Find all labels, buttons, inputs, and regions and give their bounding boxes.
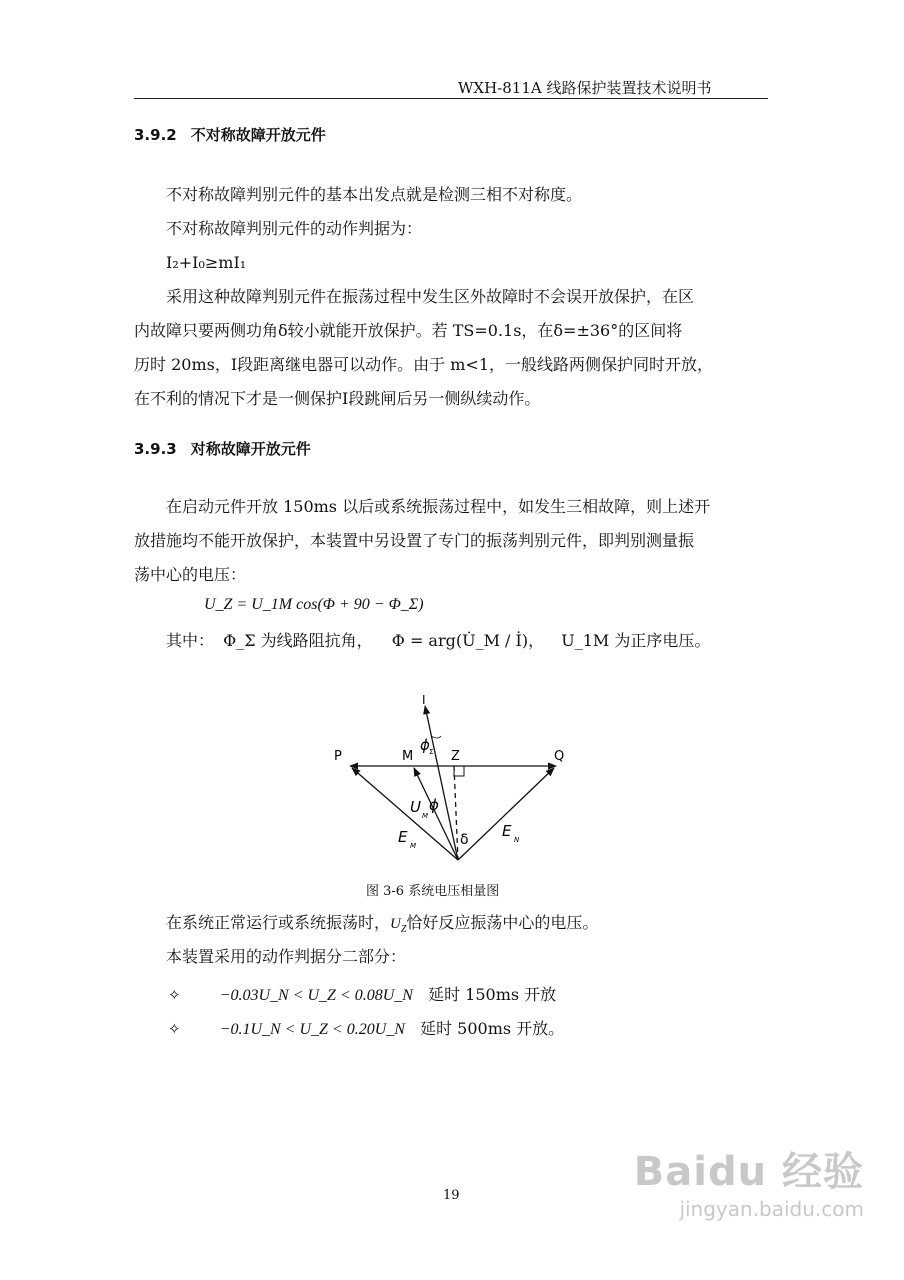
bullet-2-formula: −0.1U_N < U_Z < 0.20U_N bbox=[219, 1021, 405, 1038]
em-vector bbox=[352, 768, 458, 860]
after-figure-p1: 在系统正常运行或系统振荡时，$U_Z$恰好反应振荡中心的电压。 bbox=[166, 913, 599, 935]
section-392-p3-line1: 采用这种故障判别元件在振荡过程中发生区外故障时不会误开放保护，在区 bbox=[166, 287, 695, 306]
section-393-p1-line2: 放措施均不能开放保护，本装置中另设置了专门的振荡判别元件，即判别测量振 bbox=[134, 531, 695, 550]
where-phi: Φ = arg(U̇_M / İ)， bbox=[391, 631, 545, 650]
section-393-heading bbox=[134, 438, 311, 459]
section-392-heading bbox=[134, 124, 326, 145]
section-393-p1-line1: 在启动元件开放 150ms 以后或系统振荡过程中，如发生三相故障，则上述开 bbox=[166, 497, 711, 516]
watermark bbox=[634, 1140, 864, 1221]
page-number: 19 bbox=[443, 1188, 460, 1203]
watermark-logo: Baidu 经验 bbox=[633, 1149, 864, 1195]
right-angle-mark bbox=[454, 766, 464, 776]
section-392-title: 不对称故障开放元件 bbox=[190, 126, 326, 144]
section-392-p3-line2: 内故障只要两侧功角δ较小就能开放保护。若 TS=0.1s，在δ=±36°的区间将 bbox=[134, 321, 683, 340]
section-393-formula: U_Z = U_1M cos(Φ + 90 − Φ_Σ) bbox=[204, 596, 424, 613]
where-u1m: U_1M 为正序电压。 bbox=[561, 631, 711, 650]
label-phi: ϕ bbox=[429, 796, 439, 814]
section-392-p3-line4: 在不利的情况下才是一侧保护Ⅰ段跳闸后另一侧纵续动作。 bbox=[134, 389, 541, 408]
label-p: P bbox=[334, 749, 342, 764]
label-em-sub: M bbox=[410, 842, 417, 850]
label-em: E bbox=[398, 828, 408, 846]
i-vector bbox=[425, 706, 458, 860]
section-392-p1: 不对称故障判别元件的基本出发点就是检测三相不对称度。 bbox=[166, 185, 583, 204]
label-delta: δ bbox=[460, 832, 469, 848]
header-rule bbox=[134, 98, 768, 99]
label-phi-sigma: ϕ bbox=[420, 736, 430, 754]
label-en: E bbox=[502, 822, 512, 840]
en-vector bbox=[458, 768, 554, 860]
label-m: M bbox=[402, 749, 414, 764]
after-figure-p1-pre: 在系统正常运行或系统振荡时， bbox=[166, 913, 391, 932]
label-um: U bbox=[410, 798, 421, 816]
section-392-p2: 不对称故障判别元件的动作判据为： bbox=[166, 219, 423, 238]
section-392-criterion: I₂+I₀≥mI₁ bbox=[166, 253, 247, 272]
where-prefix: 其中： bbox=[166, 631, 215, 650]
section-393-title: 对称故障开放元件 bbox=[190, 440, 311, 458]
bullet-1-formula: −0.03U_N < U_Z < 0.08U_N bbox=[219, 987, 413, 1004]
bullet-1-symbol: ✧ bbox=[168, 986, 181, 1004]
phasor-diagram bbox=[330, 690, 590, 890]
label-phi-sigma-sub: Σ bbox=[429, 748, 434, 756]
section-393-where bbox=[166, 624, 710, 657]
section-393-p1-line3: 荡中心的电压： bbox=[134, 565, 247, 584]
label-q: Q bbox=[554, 749, 565, 764]
phi-sigma-arc bbox=[431, 736, 441, 738]
watermark-url: jingyan.baidu.com bbox=[679, 1197, 864, 1221]
after-figure-p2: 本装置采用的动作判据分二部分： bbox=[166, 947, 407, 966]
after-figure-p1-post: 恰好反应振荡中心的电压。 bbox=[406, 913, 599, 932]
bullet-1-text: 延时 150ms 开放 bbox=[428, 985, 557, 1004]
section-393-number: 3.9.3 bbox=[134, 440, 177, 458]
label-i: I bbox=[422, 693, 426, 707]
section-392-p3-line3: 历时 20ms，Ⅰ段距离继电器可以动作。由于 m<1，一般线路两侧保护同时开放， bbox=[134, 355, 713, 374]
bullet-2 bbox=[168, 1012, 564, 1045]
label-z: Z bbox=[451, 749, 460, 764]
section-392-number: 3.9.2 bbox=[134, 126, 177, 144]
bullet-1 bbox=[168, 978, 556, 1011]
figure-caption: 图 3-6 系统电压相量图 bbox=[366, 884, 500, 899]
label-en-sub: N bbox=[514, 836, 520, 844]
bullet-2-symbol: ✧ bbox=[168, 1020, 181, 1038]
label-um-sub: M bbox=[422, 812, 429, 820]
bullet-2-text: 延时 500ms 开放。 bbox=[420, 1019, 565, 1038]
where-phi-sigma: Φ_Σ 为线路阻抗角， bbox=[223, 631, 373, 650]
header-title: WXH-811A 线路保护装置技术说明书 bbox=[458, 79, 712, 97]
